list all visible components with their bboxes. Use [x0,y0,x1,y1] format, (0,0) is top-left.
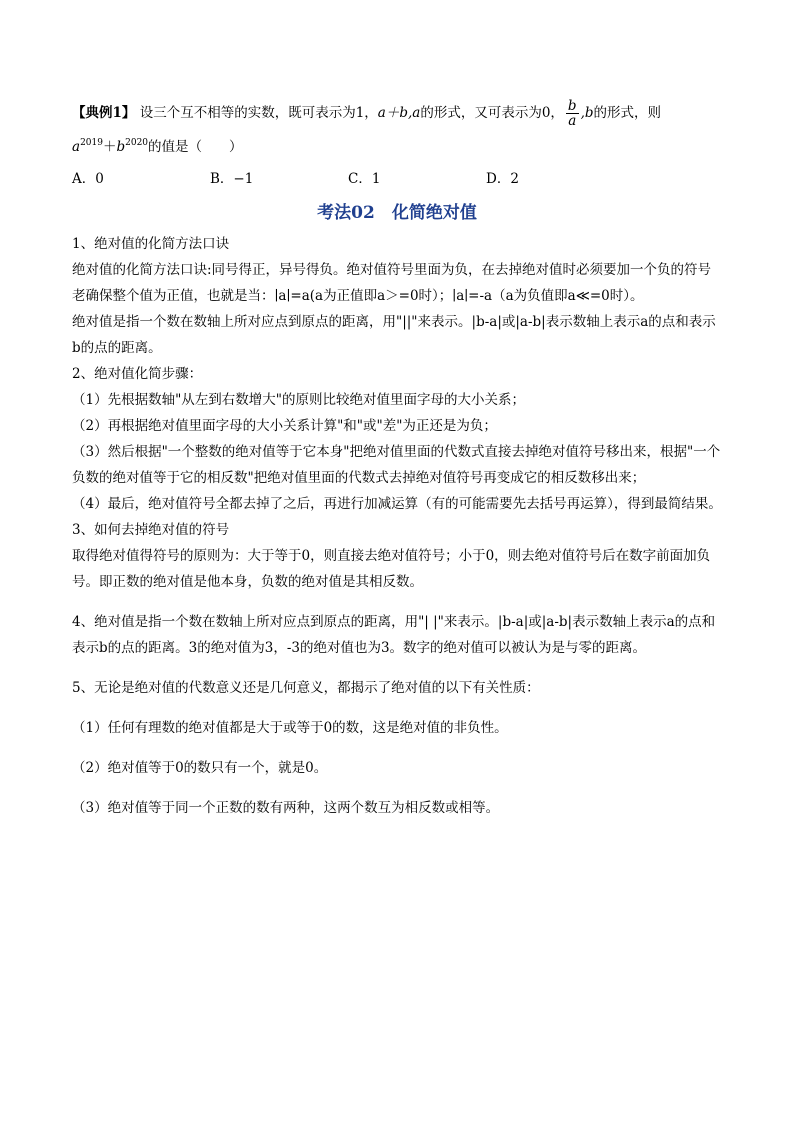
question-text-2: 的形式，又可表示为0， [420,105,564,121]
section-heading: 考法02 化简绝对值 [317,203,477,223]
answer-options [72,166,722,192]
plus-sign: ＋ [102,139,117,155]
example-question [72,96,722,130]
paragraph-1: 1、绝对值的化简方法口诀 [72,236,230,252]
expr-b: ,b [580,105,594,121]
fraction-denominator: a [568,113,577,129]
paragraph-13: （1）任何有理数的绝对值都是大于或等于0的数，这是绝对值的非负性。 [72,720,508,736]
question-text-1: 设三个互不相等的实数，既可表示为1， [139,105,378,121]
example-question-line2 [72,134,722,160]
paragraph-12: 5、无论是绝对值的代数意义还是几何意义，都揭示了绝对值的以下有关性质： [72,680,540,696]
paragraph-15: （3）绝对值等于同一个正数的数有两种，这两个数互为相反数或相等。 [72,800,500,816]
paragraph-4: 2、绝对值化简步骤： [72,366,203,382]
paragraph-9: 3、如何去掉绝对值的符号 [72,522,230,538]
option-b: B．−1 [210,171,254,187]
paragraph-8: （4）最后，绝对值符号全都去掉了之后，再进行加减运算（有的可能需要先去括号再运算），得到最简结果。 [72,496,722,512]
paragraph-10: 取得绝对值得符号的原则为：大于等于0，则直接去绝对值符号；小于0，则去绝对值符号后在数字前面加负号。即正数的绝对值是他本身，负数的绝对值是其相反数。 [72,548,711,590]
power-b-base: b [116,139,126,155]
power-b-exponent: 2020 [125,138,149,148]
option-a: A．0 [72,171,104,187]
paragraph-11: 4、绝对值是指一个数在数轴上所对应点到原点的距离，用"| |"来表示。|b-a|或|a-b|表示数轴上表示a的点和表示b的点的距离。3的绝对值为3，-3的绝对值也为3。数字的绝对值可以被认为是与零的距离。 [72,614,716,656]
expr-a-plus-b: a＋b,a [377,105,421,121]
paragraph-7: （3）然后根据"一个整数的绝对值等于它本身"把绝对值里面的代数式直接去掉绝对值符号移出来，根据"一个负数的绝对值等于它的相反数"把绝对值里面的代数式去掉绝对值符号再变成它的相反数移出来； [72,444,721,486]
power-a-base: a [72,139,81,155]
paragraph-6: （2）再根据绝对值里面字母的大小关系计算"和"或"差"为正还是为负； [72,418,497,434]
document-page [72,96,722,821]
option-d: D．2 [486,171,519,187]
option-c: C．1 [348,171,381,187]
paragraph-2: 绝对值的化简方法口诀:同号得正，异号得负。绝对值符号里面为负，在去掉绝对值时必须要加一个负的符号老确保整个值为正值，也就是当：∣a∣=a(a为正值即a＞=0时）；∣a∣=-a（a为负值即a≪=0时）。 [72,262,712,304]
fraction-b-over-a [566,99,579,128]
paragraph-5: （1）先根据数轴"从左到右数增大"的原则比较绝对值里面字母的大小关系； [72,392,526,408]
power-a-exponent: 2019 [80,138,103,148]
example-tag: 【典例1】 [72,105,136,121]
paragraph-3: 绝对值是指一个数在数轴上所对应点到原点的距离，用"||"来表示。|b-a|或|a-b|表示数轴上表示a的点和表示b的点的距离。 [72,314,716,356]
question-text-3: 的形式，则 [593,105,662,121]
fraction-numerator: b [567,98,577,114]
paragraph-14: （2）绝对值等于0的数只有一个，就是0。 [72,760,328,776]
question-text-4: 的值是（ ） [148,139,243,155]
